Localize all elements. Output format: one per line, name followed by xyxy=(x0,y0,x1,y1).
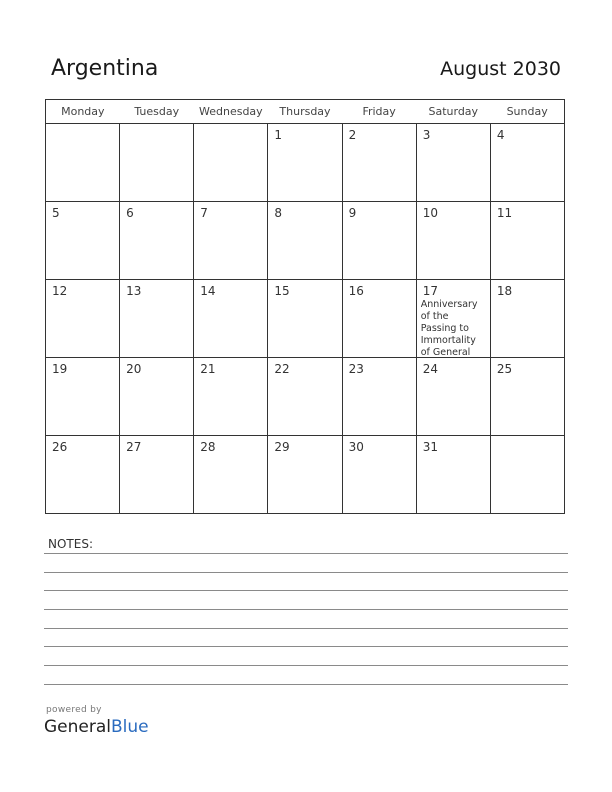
brand-general: General xyxy=(44,717,111,737)
week-row xyxy=(46,280,565,358)
day-cell[interactable] xyxy=(490,436,564,514)
day-cell[interactable] xyxy=(342,358,416,436)
day-cell[interactable] xyxy=(342,124,416,202)
day-cell[interactable] xyxy=(490,124,564,202)
brand-logo xyxy=(44,717,149,737)
day-number: 13 xyxy=(126,284,142,298)
day-cell[interactable] xyxy=(268,202,342,280)
note-line xyxy=(44,553,568,554)
day-cell[interactable] xyxy=(194,436,268,514)
day-number: 31 xyxy=(422,440,438,454)
day-number: 24 xyxy=(422,362,438,376)
day-cell[interactable] xyxy=(416,358,490,436)
country-title: Argentina xyxy=(51,56,159,81)
notes-label: NOTES: xyxy=(48,537,93,551)
weekday-header: Tuesday xyxy=(120,100,194,124)
note-line xyxy=(44,628,568,629)
day-cell[interactable] xyxy=(120,202,194,280)
weekday-header: Sunday xyxy=(490,100,564,124)
day-number: 25 xyxy=(496,362,513,376)
calendar-grid xyxy=(45,99,565,514)
day-cell[interactable] xyxy=(46,436,120,514)
day-number: 19 xyxy=(52,362,68,376)
day-number: 30 xyxy=(348,440,364,454)
day-number: 5 xyxy=(52,206,60,220)
day-cell[interactable] xyxy=(342,202,416,280)
day-cell[interactable] xyxy=(46,202,120,280)
weekday-header: Monday xyxy=(46,100,120,124)
week-row xyxy=(46,436,565,514)
day-number: 1 xyxy=(274,128,283,142)
day-cell[interactable] xyxy=(268,280,342,358)
day-number: 22 xyxy=(274,362,290,376)
weekday-header: Thursday xyxy=(268,100,342,124)
day-cell[interactable] xyxy=(490,202,564,280)
day-cell[interactable] xyxy=(416,280,490,358)
day-number: 17 xyxy=(422,284,438,298)
day-cell[interactable] xyxy=(268,358,342,436)
day-number: 18 xyxy=(496,284,513,298)
day-cell[interactable] xyxy=(268,436,342,514)
day-cell[interactable] xyxy=(120,436,194,514)
day-cell[interactable] xyxy=(268,124,342,202)
day-number: 27 xyxy=(126,440,142,454)
weekday-header: Friday xyxy=(342,100,416,124)
week-row xyxy=(46,202,565,280)
day-cell[interactable] xyxy=(120,358,194,436)
day-cell[interactable] xyxy=(490,358,564,436)
note-line xyxy=(44,646,568,647)
day-number: 3 xyxy=(422,128,431,142)
day-number: 29 xyxy=(274,440,290,454)
day-cell[interactable] xyxy=(194,124,268,202)
day-cell[interactable] xyxy=(120,280,194,358)
day-number: 11 xyxy=(496,206,513,220)
note-line xyxy=(44,572,568,573)
day-number: 28 xyxy=(200,440,216,454)
note-line xyxy=(44,609,568,610)
note-line xyxy=(44,684,568,685)
day-cell[interactable] xyxy=(120,124,194,202)
week-row xyxy=(46,124,565,202)
day-number: 21 xyxy=(200,362,216,376)
day-cell[interactable] xyxy=(46,124,120,202)
day-number: 26 xyxy=(52,440,68,454)
weekday-header: Saturday xyxy=(416,100,490,124)
day-cell[interactable] xyxy=(342,280,416,358)
powered-by-text: powered by xyxy=(46,705,102,715)
note-line xyxy=(44,665,568,666)
day-cell[interactable] xyxy=(416,436,490,514)
day-cell[interactable] xyxy=(342,436,416,514)
weekday-header: Wednesday xyxy=(194,100,268,124)
month-year-title: August 2030 xyxy=(440,58,561,80)
day-number: 4 xyxy=(496,128,505,142)
holiday-event: Anniversary of the Passing to Immortality of General xyxy=(420,299,478,357)
day-number: 20 xyxy=(126,362,142,376)
day-number: 9 xyxy=(348,206,357,220)
day-number: 14 xyxy=(200,284,216,298)
day-number: 6 xyxy=(126,206,134,220)
day-cell[interactable] xyxy=(46,358,120,436)
day-number: 8 xyxy=(274,206,283,220)
day-number: 16 xyxy=(348,284,364,298)
day-cell[interactable] xyxy=(416,202,490,280)
day-number: 23 xyxy=(348,362,364,376)
weekday-header-row xyxy=(46,100,565,124)
day-cell[interactable] xyxy=(490,280,564,358)
week-row xyxy=(46,358,565,436)
day-cell[interactable] xyxy=(194,202,268,280)
day-number: 12 xyxy=(52,284,68,298)
day-cell[interactable] xyxy=(46,280,120,358)
day-number: 7 xyxy=(200,206,208,220)
day-number: 15 xyxy=(274,284,290,298)
day-number: 2 xyxy=(348,128,357,142)
day-cell[interactable] xyxy=(194,358,268,436)
day-cell[interactable] xyxy=(194,280,268,358)
note-line xyxy=(44,590,568,591)
day-cell[interactable] xyxy=(416,124,490,202)
day-number: 10 xyxy=(422,206,438,220)
brand-blue: Blue xyxy=(111,717,149,737)
